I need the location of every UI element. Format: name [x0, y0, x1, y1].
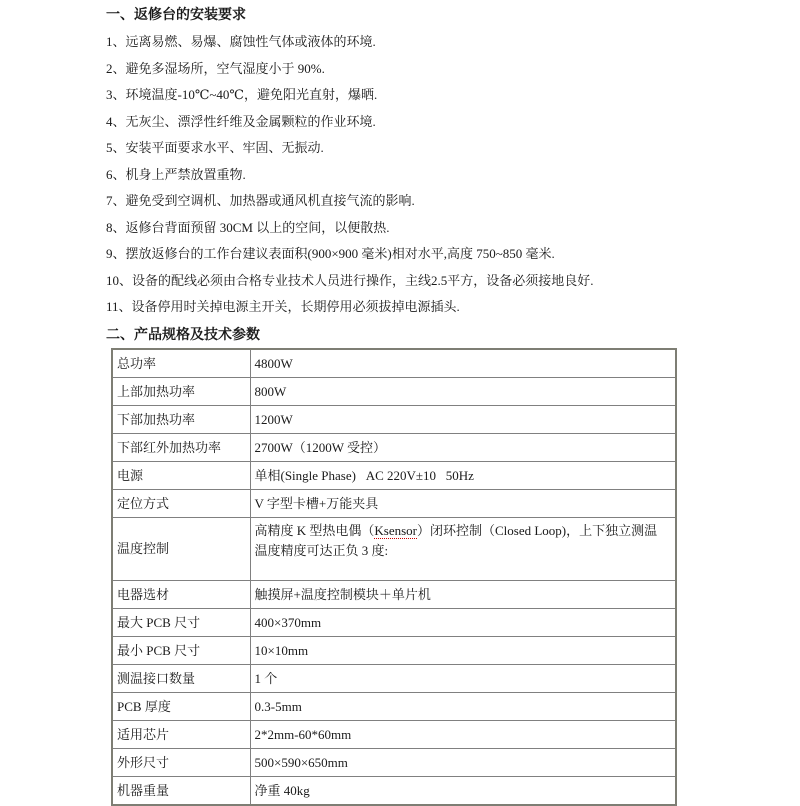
ksensor-spellcheck-underline: Ksensor [374, 523, 417, 538]
spec-row-lower-heating-power [112, 406, 676, 434]
spec-label: 机器重量 [112, 777, 250, 806]
spec-value: 10×10mm [250, 637, 676, 665]
spec-row-temperature-control [112, 518, 676, 581]
spec-row-lower-ir-heating-power [112, 434, 676, 462]
spec-row-pcb-thickness [112, 693, 676, 721]
spec-row-min-pcb-size [112, 637, 676, 665]
spec-row-total-power [112, 349, 676, 378]
install-requirement-1: 1、远离易燃、易爆、腐蚀性气体或液体的环境. [106, 34, 376, 49]
spec-label: 下部红外加热功率 [112, 434, 250, 462]
install-requirement-11: 11、设备停用时关掉电源主开关，长期停用必须拔掉电源插头. [106, 299, 460, 314]
spec-label: 上部加热功率 [112, 378, 250, 406]
temp-control-text-part2: ）闭环控制（Closed Loop)，上下独立测温 温度精度可达正负 3 度: [254, 523, 671, 558]
spec-row-electrical-components [112, 581, 676, 609]
temp-control-text-part1: 高精度 K 型热电偶（ [254, 523, 375, 538]
spec-label: PCB 厚度 [112, 693, 250, 721]
spec-label: 最小 PCB 尺寸 [112, 637, 250, 665]
spec-label: 温度控制 [112, 518, 250, 581]
spec-row-positioning-method [112, 490, 676, 518]
spec-value: 净重 40kg [250, 777, 676, 806]
spec-value: 触摸屏+温度控制模块＋单片机 [250, 581, 676, 609]
spec-value: 0.3-5mm [250, 693, 676, 721]
install-requirement-10: 10、设备的配线必须由合格专业技术人员进行操作，主线2.5平方，设备必须接地良好. [106, 272, 594, 288]
spec-value: 2*2mm-60*60mm [250, 721, 676, 749]
spec-row-upper-heating-power [112, 378, 676, 406]
install-requirement-7: 7、避免受到空调机、加热器或通风机直接气流的影响. [106, 193, 415, 208]
spec-value: 800W [250, 378, 676, 406]
spec-value: 1200W [250, 406, 676, 434]
spec-value: 1 个 [250, 665, 676, 693]
spec-row-temp-measure-ports [112, 665, 676, 693]
spec-row-chip-size-range [112, 721, 676, 749]
spec-label: 电器选材 [112, 581, 250, 609]
document-page [106, 8, 706, 806]
install-requirement-6: 6、机身上严禁放置重物. [106, 166, 246, 182]
spec-row-machine-weight [112, 777, 676, 806]
install-requirement-2: 2、避免多湿场所，空气湿度小于 90%. [106, 60, 325, 76]
spec-label: 外形尺寸 [112, 749, 250, 777]
install-requirement-9: 9、摆放返修台的工作台建议表面积(900×900 毫米)相对水平,高度 750~850 毫米. [106, 246, 555, 261]
spec-value: 4800W [250, 349, 676, 378]
spec-label: 电源 [112, 462, 250, 490]
install-requirement-8: 8、返修台背面预留 30CM 以上的空间，以便散热. [106, 219, 390, 235]
spec-row-dimensions [112, 749, 676, 777]
spec-label: 最大 PCB 尺寸 [112, 609, 250, 637]
spec-label: 适用芯片 [112, 721, 250, 749]
install-requirement-5: 5、安装平面要求水平、牢固、无振动. [106, 140, 324, 155]
spec-value: 单相(Single Phase) AC 220V±10 50Hz [250, 462, 676, 490]
install-requirement-4: 4、无灰尘、漂浮性纤维及金属颗粒的作业环境. [106, 113, 376, 129]
specs-table [111, 348, 677, 806]
spec-row-power-supply [112, 462, 676, 490]
spec-value [250, 518, 676, 581]
spec-label: 总功率 [112, 349, 250, 378]
spec-label: 测温接口数量 [112, 665, 250, 693]
install-requirement-3: 3、环境温度-10℃~40℃，避免阳光直射，爆晒. [106, 87, 378, 102]
spec-value: 2700W（1200W 受控） [250, 434, 676, 462]
spec-value: V 字型卡槽+万能夹具 [250, 490, 676, 518]
spec-value: 500×590×650mm [250, 749, 676, 777]
spec-label: 定位方式 [112, 490, 250, 518]
spec-label: 下部加热功率 [112, 406, 250, 434]
spec-row-max-pcb-size [112, 609, 676, 637]
spec-value: 400×370mm [250, 609, 676, 637]
section-heading-specs: 二、产品规格及技术参数 [106, 328, 260, 343]
section-heading-install: 一、返修台的安装要求 [106, 8, 246, 23]
